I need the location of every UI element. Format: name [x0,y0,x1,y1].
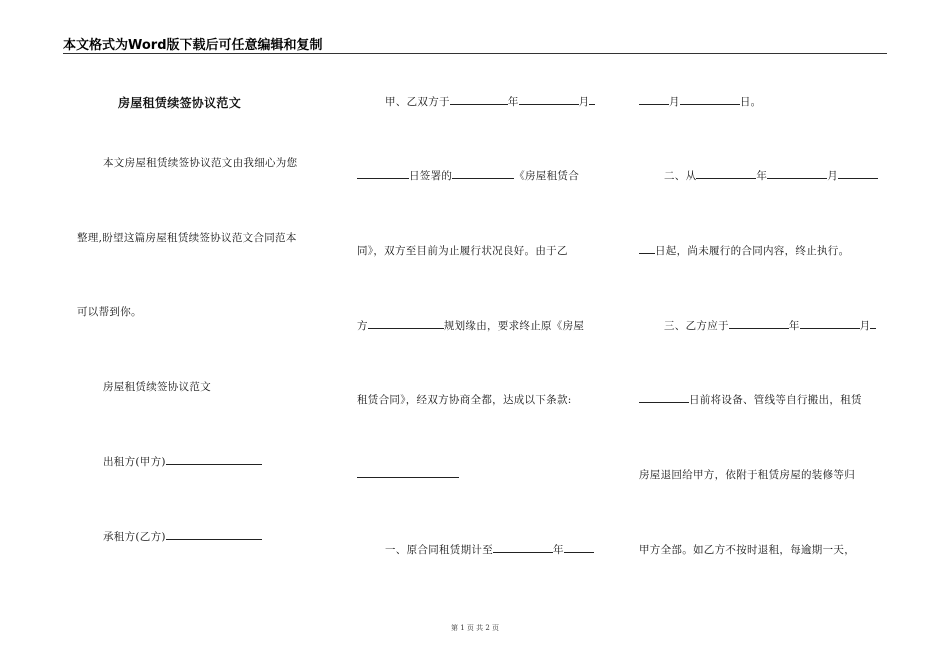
intro-line-2: 整理,盼望这篇房屋租赁续签协议范文合同范本 [77,232,297,244]
intro-line-3: 可以帮到你。 [77,306,142,318]
blank-underline [729,318,789,329]
col2-line-1 [385,94,595,109]
blank-underline [493,542,553,553]
lessee-line [103,529,262,544]
col2-line-6 [357,467,459,481]
text: 月 [669,96,680,108]
col3-line-2 [664,168,878,183]
subtitle: 房屋租赁续签协议范文 [103,381,211,393]
blank-underline [680,94,740,105]
col2-line-3: 同》，双方至目前为止履行状况良好。由于乙 [357,245,568,257]
blank-underline [166,454,262,465]
blank-underline [589,94,595,105]
blank-underline [564,542,594,553]
text: 三、乙方应于 [664,320,729,332]
text: 一、原合同租赁期计至 [385,544,493,556]
col3-line-4 [664,318,876,333]
text: 二、从 [664,170,697,182]
header-rule [63,53,887,54]
blank-underline [357,168,409,179]
col2-line-4 [357,318,584,333]
blank-underline [452,168,514,179]
col2-line-5: 租赁合同》，经双方协商全都，达成以下条款: [357,394,572,406]
col2-line-2 [357,168,579,183]
text: 规划缘由，要求终止原《房屋 [443,320,585,332]
col3-line-1 [639,94,761,109]
document-title: 房屋租赁续签协议范文 [118,96,242,110]
blank-underline [870,318,876,329]
blank-underline [639,94,669,105]
text: 日前将设备、管线等自行搬出，租赁 [689,394,862,406]
text: 年 [788,320,800,332]
lessor-line [103,454,262,469]
text: 日起，尚未履行的合同内容，终止执行。 [655,245,850,257]
blank-underline [696,168,756,179]
lessee-label: 承租方(乙方) [103,531,166,543]
text: 月 [578,96,590,108]
text: 方 [357,320,368,332]
blank-underline [357,467,459,478]
blank-underline [639,392,689,403]
blank-underline [639,243,655,254]
lessor-label: 出租方(甲方) [103,456,166,468]
col3-line-3 [639,243,849,258]
blank-underline [368,318,444,329]
text: 年 [507,96,519,108]
blank-underline [519,94,579,105]
text: 日签署的 [409,170,453,182]
blank-underline [450,94,508,105]
col2-line-7 [385,542,594,557]
text: 年 [553,544,564,556]
text: 《房屋租赁合 [514,170,580,182]
blank-underline [767,168,827,179]
text: 年 [756,170,768,182]
blank-underline [166,529,262,540]
blank-underline [838,168,878,179]
col3-line-5 [639,392,862,407]
intro-line-1: 本文房屋租赁续签协议范文由我细心为您 [103,157,298,169]
text: 甲、乙双方于 [385,96,450,108]
col3-line-7: 甲方全部。如乙方不按时退租，每逾期一天， [639,544,855,556]
col3-line-6: 房屋退回给甲方，依附于租赁房屋的装修等归 [639,469,855,481]
blank-underline [800,318,860,329]
page-footer: 第 1 页 共 2 页 [450,624,500,632]
text: 月 [827,170,839,182]
text: 日。 [739,96,762,108]
text: 月 [859,320,871,332]
document-header: 本文格式为Word版下载后可任意编辑和复制 [63,38,323,53]
